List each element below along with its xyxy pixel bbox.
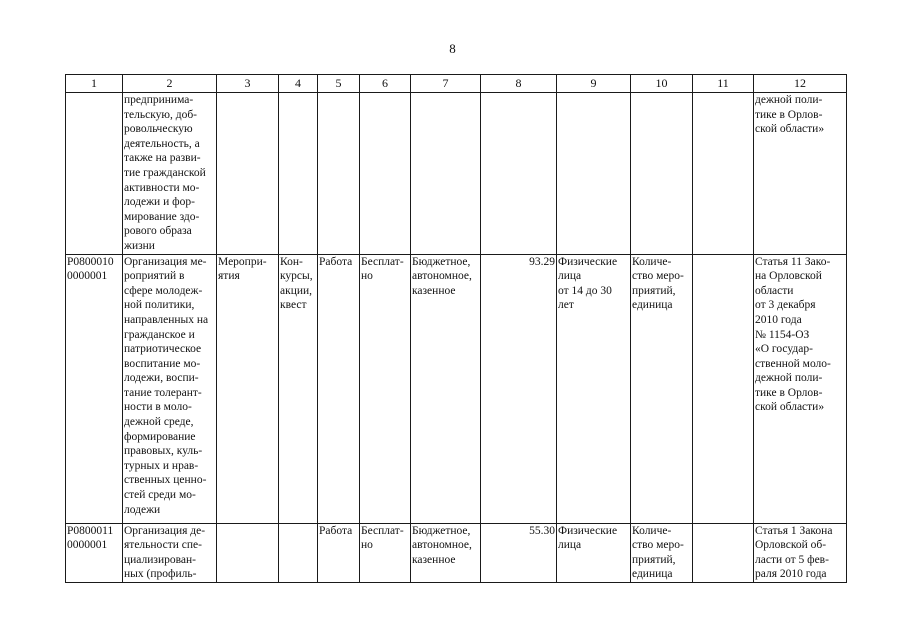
cell-content <box>217 93 279 255</box>
col-header-11: 11 <box>693 75 754 93</box>
cell-legal-basis: дежной поли- тике в Орлов- ской области» <box>754 93 847 255</box>
cell-type <box>318 93 360 255</box>
cell-code: Р0800011 0000001 <box>66 523 123 582</box>
col-header-7: 7 <box>411 75 481 93</box>
cell-code <box>66 93 123 255</box>
cell-volume-indicator <box>631 93 693 255</box>
cell-payment: Бесплат- но <box>360 254 411 523</box>
cell-legal-basis: Статья 11 Зако- на Орловской области от 3 декабря 2010 года № 1154-ОЗ «О государ- ственной моло- дежной поли- тике в Орлов- ской области» <box>754 254 847 523</box>
cell-institution-type: Бюджетное, автономное, казенное <box>411 523 481 582</box>
col-header-8: 8 <box>481 75 557 93</box>
cell-consumers <box>557 93 631 255</box>
cell-volume-indicator: Количе- ство меро- приятий, единица <box>631 523 693 582</box>
cell-okved: 55.30 <box>481 523 557 582</box>
table-row <box>66 254 847 523</box>
col-header-3: 3 <box>217 75 279 93</box>
col-header-6: 6 <box>360 75 411 93</box>
cell-consumers: Физические лица от 14 до 30 лет <box>557 254 631 523</box>
col-header-1: 1 <box>66 75 123 93</box>
cell-form: Кон- курсы, акции, квест <box>279 254 318 523</box>
table-row <box>66 523 847 582</box>
cell-form <box>279 523 318 582</box>
cell-content <box>217 523 279 582</box>
cell-form <box>279 93 318 255</box>
table-row <box>66 93 847 255</box>
cell-code: Р0800010 0000001 <box>66 254 123 523</box>
col-header-5: 5 <box>318 75 360 93</box>
cell-type: Работа <box>318 523 360 582</box>
cell-type: Работа <box>318 254 360 523</box>
cell-service-name: предпринима- тельскую, доб- ровольческую деятельность, а также на разви- тие гражданской активности мо- лодежи и фор- мирование здо- рового образа жизни <box>123 93 217 255</box>
cell-service-name: Организация ме- роприятий в сфере молодеж- ной политики, направленных на гражданское и патриотическое воспитание мо- лодежи, воспи- тание толерант- ности в моло- дежной среде, формирование правовых, куль- турных и нрав- ственных ценно- стей среди мо- лодежи <box>123 254 217 523</box>
cell-volume-indicator: Количе- ство меро- приятий, единица <box>631 254 693 523</box>
cell-quality-indicator <box>693 254 754 523</box>
cell-institution-type <box>411 93 481 255</box>
cell-institution-type: Бюджетное, автономное, казенное <box>411 254 481 523</box>
cell-legal-basis: Статья 1 Закона Орловской об- ласти от 5 фев- раля 2010 года <box>754 523 847 582</box>
col-header-2: 2 <box>123 75 217 93</box>
cell-content: Меропри- ятия <box>217 254 279 523</box>
cell-payment: Бесплат- но <box>360 523 411 582</box>
col-header-9: 9 <box>557 75 631 93</box>
cell-consumers: Физические лица <box>557 523 631 582</box>
col-header-10: 10 <box>631 75 693 93</box>
services-table <box>65 74 847 583</box>
cell-service-name: Организация де- ятельности спе- циализирован- ных (профиль- <box>123 523 217 582</box>
cell-quality-indicator <box>693 523 754 582</box>
col-header-4: 4 <box>279 75 318 93</box>
cell-payment <box>360 93 411 255</box>
cell-okved: 93.29 <box>481 254 557 523</box>
cell-quality-indicator <box>693 93 754 255</box>
page-number: 8 <box>449 41 456 56</box>
cell-okved <box>481 93 557 255</box>
col-header-12: 12 <box>754 75 847 93</box>
header-row <box>66 75 847 93</box>
